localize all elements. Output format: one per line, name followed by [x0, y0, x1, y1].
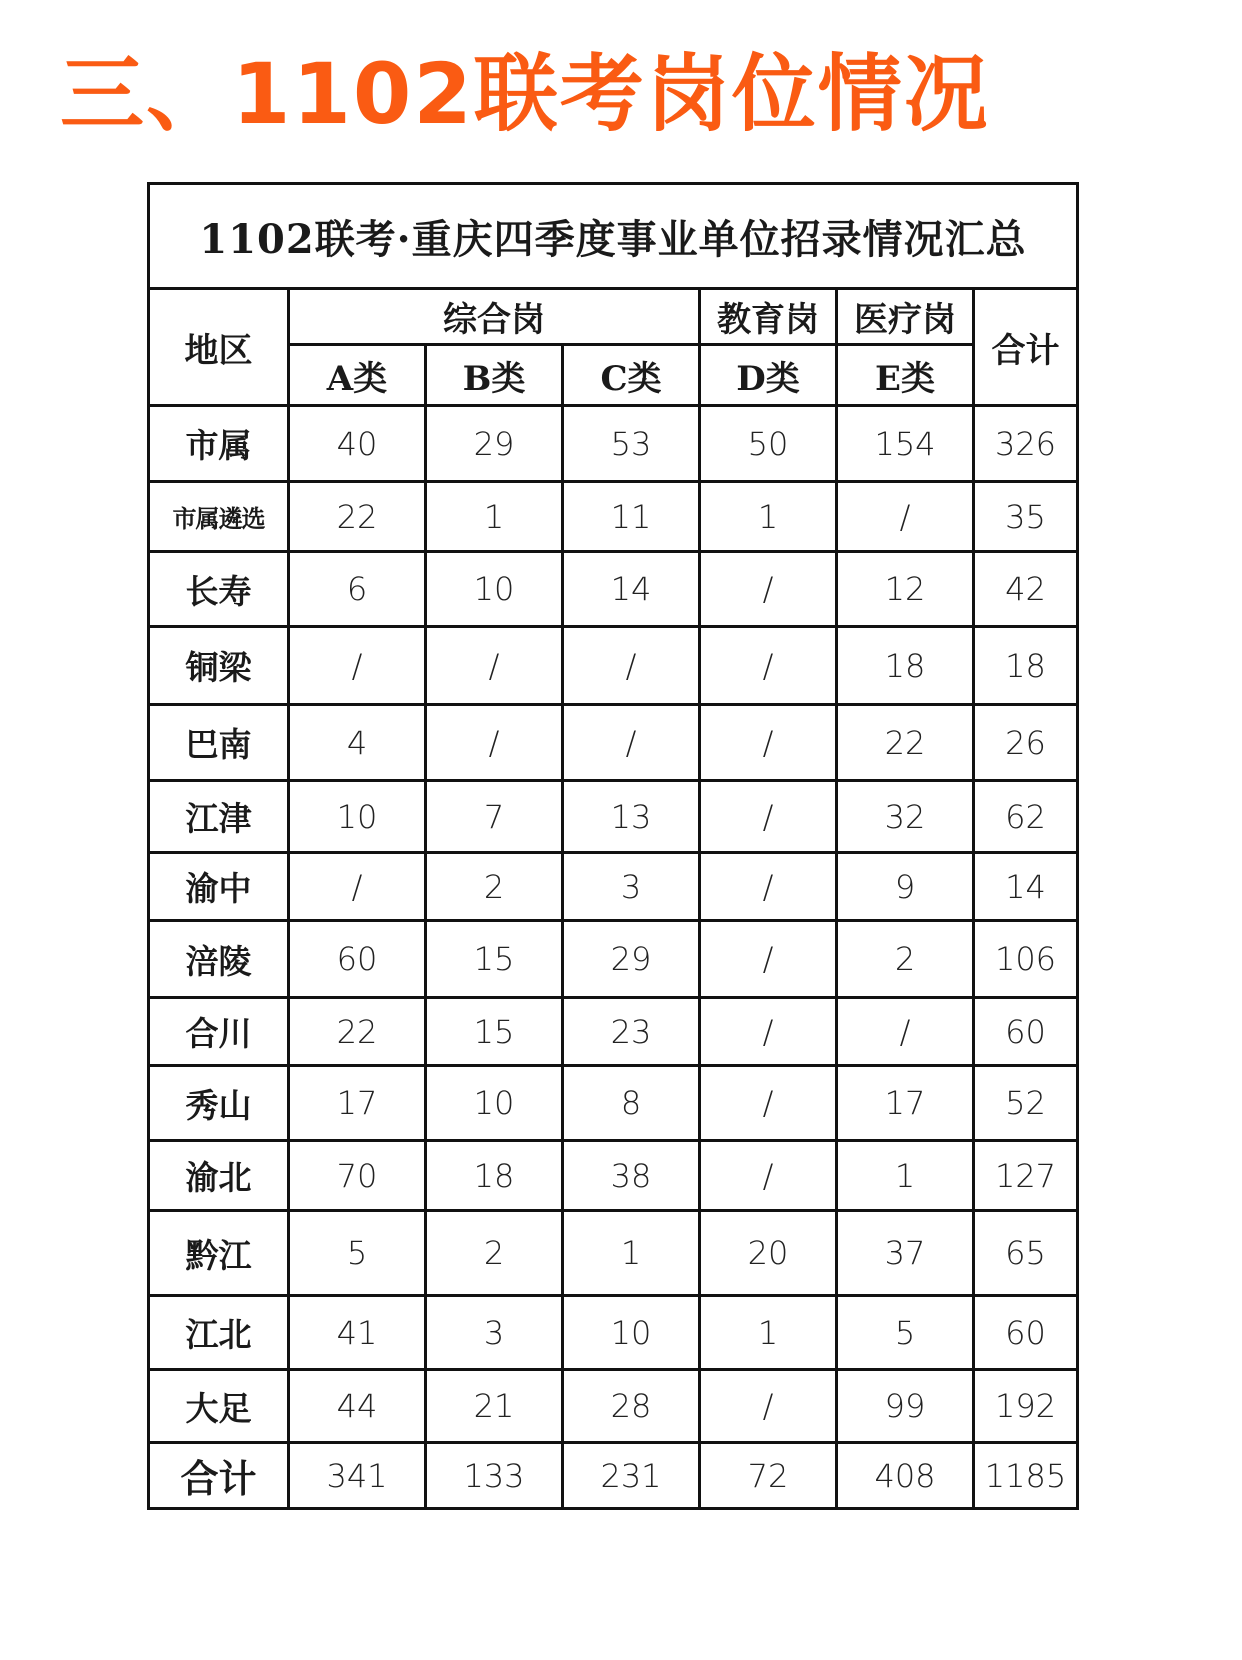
value-cell-a: 22 [289, 482, 426, 552]
value-cell-e: 2 [837, 921, 974, 998]
table-row [149, 482, 1078, 552]
value-cell-a: 10 [289, 781, 426, 853]
table-row [149, 705, 1078, 781]
value-cell-b: 15 [426, 998, 563, 1066]
value-cell-a: 17 [289, 1066, 426, 1141]
value-cell-e: / [837, 998, 974, 1066]
value-cell-c: 53 [563, 406, 700, 482]
value-cell-total: 65 [974, 1211, 1078, 1296]
value-cell-c: / [563, 627, 700, 705]
value-cell-d: / [700, 853, 837, 921]
value-cell-e: 22 [837, 705, 974, 781]
value-cell-e: / [837, 482, 974, 552]
value-cell-total: 60 [974, 998, 1078, 1066]
value-cell-d: / [700, 781, 837, 853]
value-cell-b: 2 [426, 1211, 563, 1296]
value-cell-d: 1 [700, 1296, 837, 1370]
region-cell: 江津 [149, 781, 289, 853]
value-cell-a: / [289, 853, 426, 921]
value-cell-b: 10 [426, 1066, 563, 1141]
value-cell-d: 1 [700, 482, 837, 552]
region-cell: 长寿 [149, 552, 289, 627]
value-cell-c: 8 [563, 1066, 700, 1141]
value-cell-c: 1 [563, 1211, 700, 1296]
value-cell-total: 52 [974, 1066, 1078, 1141]
total-cell-b: 133 [426, 1443, 563, 1509]
recruitment-table-container [147, 182, 1076, 1510]
value-cell-c: 10 [563, 1296, 700, 1370]
value-cell-e: 5 [837, 1296, 974, 1370]
value-cell-d: / [700, 1370, 837, 1443]
header-category-row [149, 345, 1078, 406]
header-medical-posts: 医疗岗 [837, 289, 974, 345]
region-cell: 市属 [149, 406, 289, 482]
region-cell: 渝北 [149, 1141, 289, 1211]
region-cell: 铜梁 [149, 627, 289, 705]
table-row [149, 998, 1078, 1066]
table-title-row [149, 184, 1078, 289]
value-cell-d: / [700, 552, 837, 627]
header-group-row [149, 289, 1078, 345]
value-cell-a: 44 [289, 1370, 426, 1443]
value-cell-e: 18 [837, 627, 974, 705]
value-cell-a: 4 [289, 705, 426, 781]
value-cell-total: 60 [974, 1296, 1078, 1370]
totals-label: 合计 [149, 1443, 289, 1509]
value-cell-d: 50 [700, 406, 837, 482]
value-cell-d: / [700, 1066, 837, 1141]
value-cell-b: 3 [426, 1296, 563, 1370]
value-cell-total: 62 [974, 781, 1078, 853]
value-cell-b: 2 [426, 853, 563, 921]
value-cell-d: / [700, 1141, 837, 1211]
region-cell: 黔江 [149, 1211, 289, 1296]
value-cell-b: 7 [426, 781, 563, 853]
header-region: 地区 [149, 289, 289, 406]
header-cat-c: C类 [563, 345, 700, 406]
value-cell-c: 28 [563, 1370, 700, 1443]
value-cell-b: 1 [426, 482, 563, 552]
value-cell-total: 26 [974, 705, 1078, 781]
total-cell-total: 1185 [974, 1443, 1078, 1509]
table-row [149, 406, 1078, 482]
table-title: 1102联考·重庆四季度事业单位招录情况汇总 [149, 184, 1078, 289]
value-cell-c: 3 [563, 853, 700, 921]
value-cell-e: 17 [837, 1066, 974, 1141]
header-education-posts: 教育岗 [700, 289, 837, 345]
table-row [149, 1296, 1078, 1370]
value-cell-a: 40 [289, 406, 426, 482]
value-cell-a: 70 [289, 1141, 426, 1211]
region-cell: 合川 [149, 998, 289, 1066]
value-cell-total: 42 [974, 552, 1078, 627]
total-cell-a: 341 [289, 1443, 426, 1509]
value-cell-e: 32 [837, 781, 974, 853]
value-cell-total: 14 [974, 853, 1078, 921]
table-row [149, 1066, 1078, 1141]
value-cell-d: / [700, 921, 837, 998]
value-cell-total: 106 [974, 921, 1078, 998]
header-general-posts: 综合岗 [289, 289, 700, 345]
table-row [149, 853, 1078, 921]
value-cell-e: 37 [837, 1211, 974, 1296]
value-cell-total: 127 [974, 1141, 1078, 1211]
value-cell-total: 35 [974, 482, 1078, 552]
recruitment-table [147, 182, 1079, 1510]
header-cat-b: B类 [426, 345, 563, 406]
value-cell-c: 13 [563, 781, 700, 853]
value-cell-total: 18 [974, 627, 1078, 705]
region-cell: 江北 [149, 1296, 289, 1370]
total-cell-c: 231 [563, 1443, 700, 1509]
table-row [149, 1211, 1078, 1296]
header-cat-e: E类 [837, 345, 974, 406]
header-cat-a: A类 [289, 345, 426, 406]
value-cell-b: 18 [426, 1141, 563, 1211]
value-cell-b: 10 [426, 552, 563, 627]
value-cell-d: 20 [700, 1211, 837, 1296]
value-cell-total: 326 [974, 406, 1078, 482]
total-cell-d: 72 [700, 1443, 837, 1509]
region-cell: 涪陵 [149, 921, 289, 998]
region-cell: 秀山 [149, 1066, 289, 1141]
value-cell-a: 22 [289, 998, 426, 1066]
table-row [149, 781, 1078, 853]
value-cell-d: / [700, 705, 837, 781]
value-cell-c: 38 [563, 1141, 700, 1211]
page-heading: 三、1102联考岗位情况 [60, 45, 990, 143]
value-cell-b: / [426, 705, 563, 781]
value-cell-e: 154 [837, 406, 974, 482]
header-total: 合计 [974, 289, 1078, 406]
value-cell-b: / [426, 627, 563, 705]
value-cell-a: 5 [289, 1211, 426, 1296]
region-cell: 渝中 [149, 853, 289, 921]
table-row [149, 627, 1078, 705]
table-row [149, 552, 1078, 627]
region-cell: 市属遴选 [149, 482, 289, 552]
value-cell-a: 41 [289, 1296, 426, 1370]
value-cell-e: 1 [837, 1141, 974, 1211]
value-cell-d: / [700, 627, 837, 705]
value-cell-c: 14 [563, 552, 700, 627]
value-cell-total: 192 [974, 1370, 1078, 1443]
value-cell-e: 12 [837, 552, 974, 627]
total-cell-e: 408 [837, 1443, 974, 1509]
value-cell-c: / [563, 705, 700, 781]
value-cell-a: 6 [289, 552, 426, 627]
totals-row [149, 1443, 1078, 1509]
table-row [149, 1141, 1078, 1211]
region-cell: 巴南 [149, 705, 289, 781]
value-cell-e: 99 [837, 1370, 974, 1443]
value-cell-a: / [289, 627, 426, 705]
value-cell-a: 60 [289, 921, 426, 998]
value-cell-c: 29 [563, 921, 700, 998]
value-cell-e: 9 [837, 853, 974, 921]
region-cell: 大足 [149, 1370, 289, 1443]
value-cell-b: 15 [426, 921, 563, 998]
header-cat-d: D类 [700, 345, 837, 406]
table-row [149, 921, 1078, 998]
value-cell-b: 29 [426, 406, 563, 482]
value-cell-b: 21 [426, 1370, 563, 1443]
value-cell-c: 11 [563, 482, 700, 552]
table-row [149, 1370, 1078, 1443]
value-cell-c: 23 [563, 998, 700, 1066]
value-cell-d: / [700, 998, 837, 1066]
